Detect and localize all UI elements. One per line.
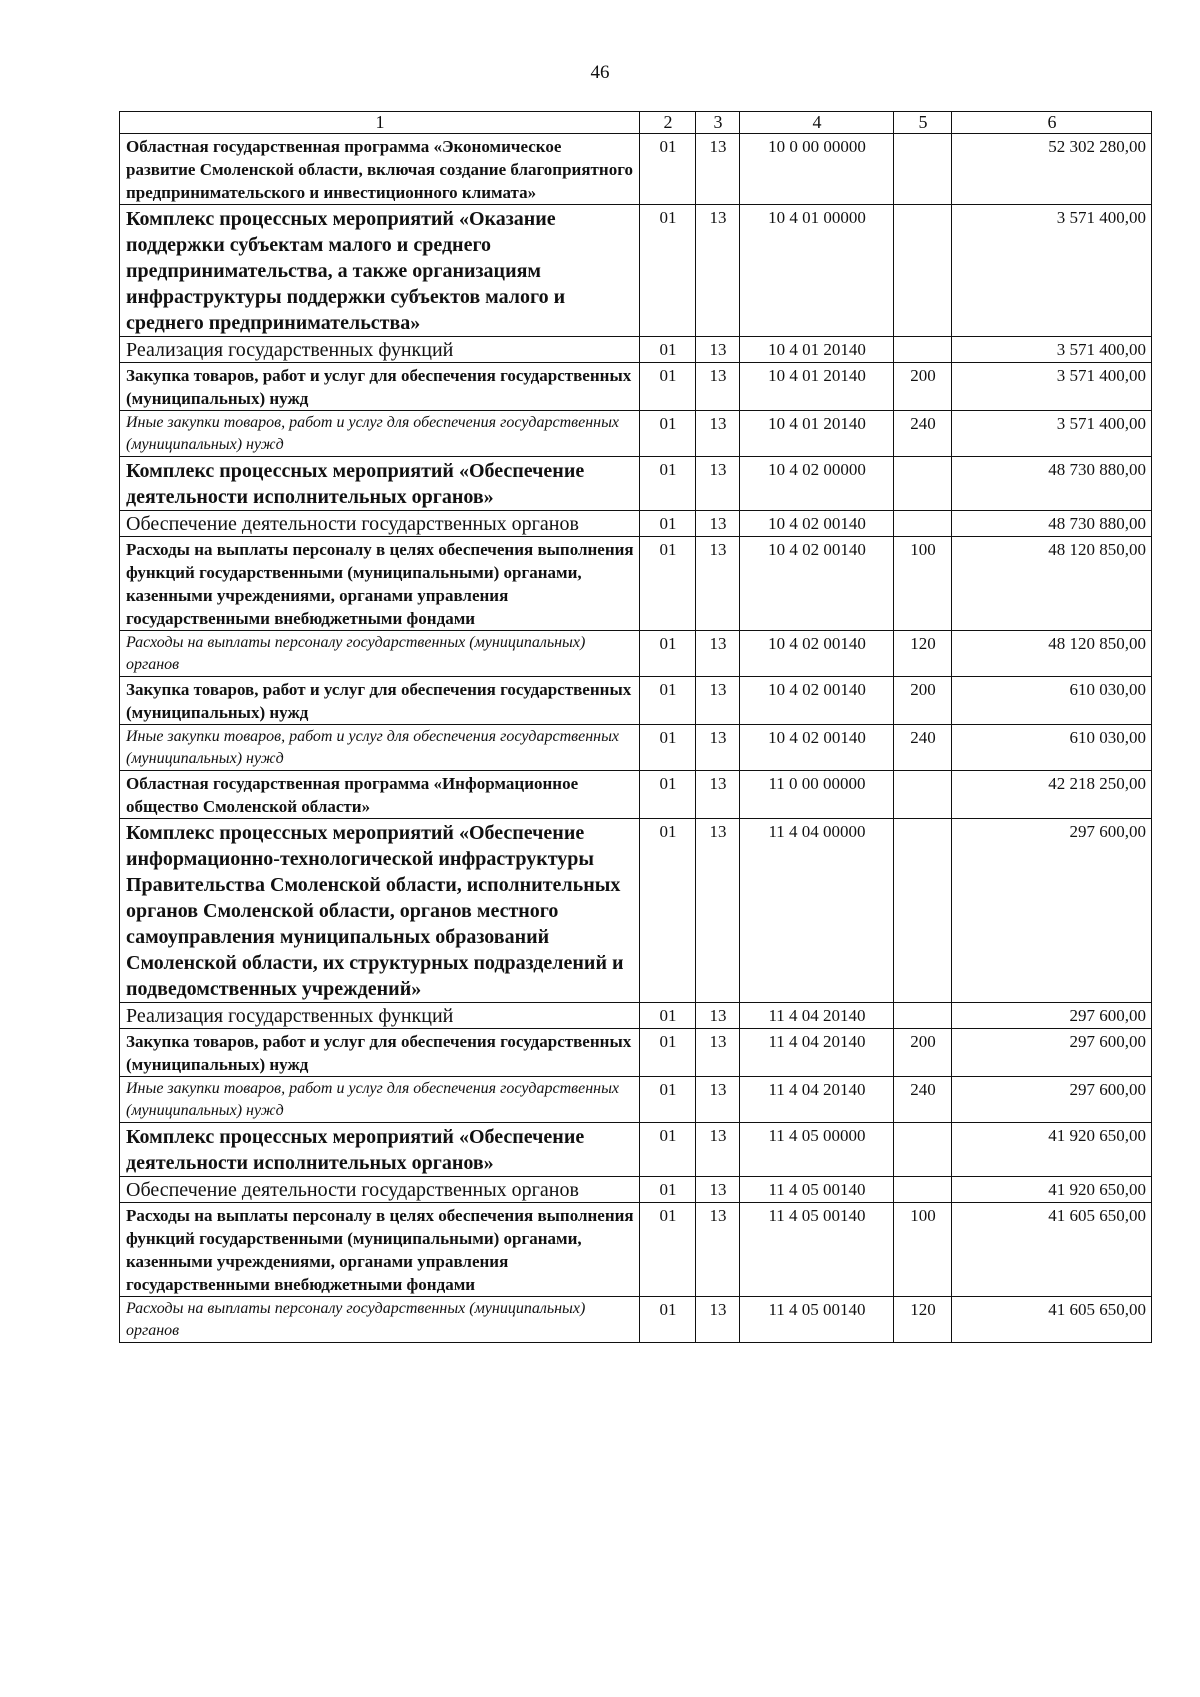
amount-cell: 297 600,00 [952,1029,1152,1077]
table-row [120,205,1152,337]
subsection-code-cell: 13 [696,363,740,411]
target-article-cell: 11 4 04 20140 [740,1029,894,1077]
item-name-cell: Реализация государственных функций [120,1003,640,1029]
expense-type-cell: 200 [894,677,952,725]
header-cell-3: 3 [696,112,740,134]
section-code-cell: 01 [640,1077,696,1123]
expense-type-cell [894,771,952,819]
item-name-cell: Закупка товаров, работ и услуг для обеспечения государственных (муниципальных) нужд [120,677,640,725]
amount-cell: 297 600,00 [952,1077,1152,1123]
subsection-code-cell: 13 [696,1177,740,1203]
item-name-cell: Комплекс процессных мероприятий «Обеспечение деятельности исполнительных органов» [120,1123,640,1177]
amount-cell: 3 571 400,00 [952,363,1152,411]
expense-type-cell: 120 [894,631,952,677]
amount-cell: 297 600,00 [952,819,1152,1003]
amount-cell: 48 730 880,00 [952,457,1152,511]
item-name-cell: Расходы на выплаты персоналу государственных (муниципальных) органов [120,631,640,677]
target-article-cell: 10 4 02 00140 [740,725,894,771]
item-name-cell: Расходы на выплаты персоналу в целях обеспечения выполнения функций государственными (муниципальными) органами, казенными учреждениями, органами управления государственными внебюджетными фондами [120,1203,640,1297]
section-code-cell: 01 [640,134,696,205]
section-code-cell: 01 [640,677,696,725]
header-cell-2: 2 [640,112,696,134]
amount-cell: 48 120 850,00 [952,537,1152,631]
table-row [120,819,1152,1003]
table-row [120,1077,1152,1123]
table-row [120,1123,1152,1177]
target-article-cell: 10 4 01 20140 [740,411,894,457]
target-article-cell: 11 4 04 00000 [740,819,894,1003]
item-name-cell: Расходы на выплаты персоналу в целях обеспечения выполнения функций государственными (муниципальными) органами, казенными учреждениями, органами управления государственными внебюджетными фондами [120,537,640,631]
section-code-cell: 01 [640,1029,696,1077]
subsection-code-cell: 13 [696,1003,740,1029]
item-name-cell: Закупка товаров, работ и услуг для обеспечения государственных (муниципальных) нужд [120,363,640,411]
amount-cell: 3 571 400,00 [952,411,1152,457]
expense-type-cell [894,337,952,363]
item-name-cell: Закупка товаров, работ и услуг для обеспечения государственных (муниципальных) нужд [120,1029,640,1077]
section-code-cell: 01 [640,1003,696,1029]
amount-cell: 48 120 850,00 [952,631,1152,677]
expense-type-cell [894,205,952,337]
expense-type-cell: 240 [894,1077,952,1123]
table-row [120,337,1152,363]
target-article-cell: 11 4 05 00140 [740,1297,894,1343]
target-article-cell: 11 4 04 20140 [740,1003,894,1029]
item-name-cell: Комплекс процессных мероприятий «Обеспечение деятельности исполнительных органов» [120,457,640,511]
table-row [120,411,1152,457]
amount-cell: 41 605 650,00 [952,1203,1152,1297]
header-cell-1: 1 [120,112,640,134]
expense-type-cell: 100 [894,537,952,631]
target-article-cell: 11 0 00 00000 [740,771,894,819]
subsection-code-cell: 13 [696,1297,740,1343]
table-row [120,1003,1152,1029]
subsection-code-cell: 13 [696,771,740,819]
expense-type-cell: 240 [894,725,952,771]
section-code-cell: 01 [640,631,696,677]
table-row [120,631,1152,677]
target-article-cell: 11 4 05 00140 [740,1177,894,1203]
amount-cell: 297 600,00 [952,1003,1152,1029]
expense-type-cell: 200 [894,363,952,411]
header-cell-5: 5 [894,112,952,134]
subsection-code-cell: 13 [696,631,740,677]
header-cell-4: 4 [740,112,894,134]
subsection-code-cell: 13 [696,1203,740,1297]
amount-cell: 3 571 400,00 [952,337,1152,363]
expense-type-cell [894,134,952,205]
item-name-cell: Комплекс процессных мероприятий «Оказание поддержки субъектам малого и среднего предпринимательства, а также организациям инфраструктуры поддержки субъектов малого и среднего предпринимательства» [120,205,640,337]
expense-type-cell: 240 [894,411,952,457]
target-article-cell: 10 4 02 00140 [740,677,894,725]
amount-cell: 610 030,00 [952,725,1152,771]
expense-type-cell [894,1123,952,1177]
item-name-cell: Реализация государственных функций [120,337,640,363]
section-code-cell: 01 [640,537,696,631]
item-name-cell: Иные закупки товаров, работ и услуг для обеспечения государственных (муниципальных) нужд [120,1077,640,1123]
target-article-cell: 10 4 01 20140 [740,337,894,363]
target-article-cell: 10 4 02 00140 [740,537,894,631]
subsection-code-cell: 13 [696,725,740,771]
section-code-cell: 01 [640,819,696,1003]
subsection-code-cell: 13 [696,1077,740,1123]
expense-type-cell: 120 [894,1297,952,1343]
item-name-cell: Обеспечение деятельности государственных органов [120,511,640,537]
expense-type-cell: 200 [894,1029,952,1077]
subsection-code-cell: 13 [696,457,740,511]
table-row [120,134,1152,205]
item-name-cell: Расходы на выплаты персоналу государственных (муниципальных) органов [120,1297,640,1343]
amount-cell: 48 730 880,00 [952,511,1152,537]
table-row [120,725,1152,771]
item-name-cell: Областная государственная программа «Информационное общество Смоленской области» [120,771,640,819]
subsection-code-cell: 13 [696,411,740,457]
expense-type-cell [894,819,952,1003]
section-code-cell: 01 [640,725,696,771]
expense-type-cell [894,1003,952,1029]
expense-type-cell: 100 [894,1203,952,1297]
table-row [120,677,1152,725]
section-code-cell: 01 [640,1177,696,1203]
table-row [120,1029,1152,1077]
subsection-code-cell: 13 [696,205,740,337]
expense-type-cell [894,1177,952,1203]
section-code-cell: 01 [640,337,696,363]
header-row [120,112,1152,134]
item-name-cell: Областная государственная программа «Экономическое развитие Смоленской области, включая создание благоприятного предпринимательского и инвестиционного климата» [120,134,640,205]
expense-type-cell [894,511,952,537]
target-article-cell: 10 0 00 00000 [740,134,894,205]
subsection-code-cell: 13 [696,677,740,725]
expense-type-cell [894,457,952,511]
item-name-cell: Иные закупки товаров, работ и услуг для обеспечения государственных (муниципальных) нужд [120,725,640,771]
table-row [120,1177,1152,1203]
table-row [120,771,1152,819]
table-body [120,112,1152,1343]
subsection-code-cell: 13 [696,337,740,363]
target-article-cell: 11 4 05 00140 [740,1203,894,1297]
header-cell-6: 6 [952,112,1152,134]
section-code-cell: 01 [640,1297,696,1343]
amount-cell: 52 302 280,00 [952,134,1152,205]
subsection-code-cell: 13 [696,1029,740,1077]
table-row [120,363,1152,411]
table-row [120,1203,1152,1297]
subsection-code-cell: 13 [696,1123,740,1177]
subsection-code-cell: 13 [696,134,740,205]
item-name-cell: Обеспечение деятельности государственных органов [120,1177,640,1203]
section-code-cell: 01 [640,411,696,457]
section-code-cell: 01 [640,1203,696,1297]
target-article-cell: 11 4 05 00000 [740,1123,894,1177]
target-article-cell: 11 4 04 20140 [740,1077,894,1123]
amount-cell: 610 030,00 [952,677,1152,725]
section-code-cell: 01 [640,771,696,819]
amount-cell: 41 920 650,00 [952,1123,1152,1177]
subsection-code-cell: 13 [696,819,740,1003]
page-number: 46 [590,62,610,83]
item-name-cell: Иные закупки товаров, работ и услуг для обеспечения государственных (муниципальных) нужд [120,411,640,457]
target-article-cell: 10 4 02 00140 [740,511,894,537]
budget-table [119,111,1152,1343]
section-code-cell: 01 [640,205,696,337]
table-row [120,457,1152,511]
target-article-cell: 10 4 02 00000 [740,457,894,511]
target-article-cell: 10 4 01 20140 [740,363,894,411]
section-code-cell: 01 [640,457,696,511]
target-article-cell: 10 4 02 00140 [740,631,894,677]
amount-cell: 42 218 250,00 [952,771,1152,819]
subsection-code-cell: 13 [696,537,740,631]
amount-cell: 3 571 400,00 [952,205,1152,337]
amount-cell: 41 920 650,00 [952,1177,1152,1203]
section-code-cell: 01 [640,511,696,537]
section-code-cell: 01 [640,1123,696,1177]
subsection-code-cell: 13 [696,511,740,537]
amount-cell: 41 605 650,00 [952,1297,1152,1343]
table-row [120,511,1152,537]
target-article-cell: 10 4 01 00000 [740,205,894,337]
item-name-cell: Комплекс процессных мероприятий «Обеспечение информационно-технологической инфраструктуры Правительства Смоленской области, исполнительных органов Смоленской области, органов местного самоуправления муниципальных образований Смоленской области, их структурных подразделений и подведомственных учреждений» [120,819,640,1003]
section-code-cell: 01 [640,363,696,411]
table-row [120,537,1152,631]
table-row [120,1297,1152,1343]
